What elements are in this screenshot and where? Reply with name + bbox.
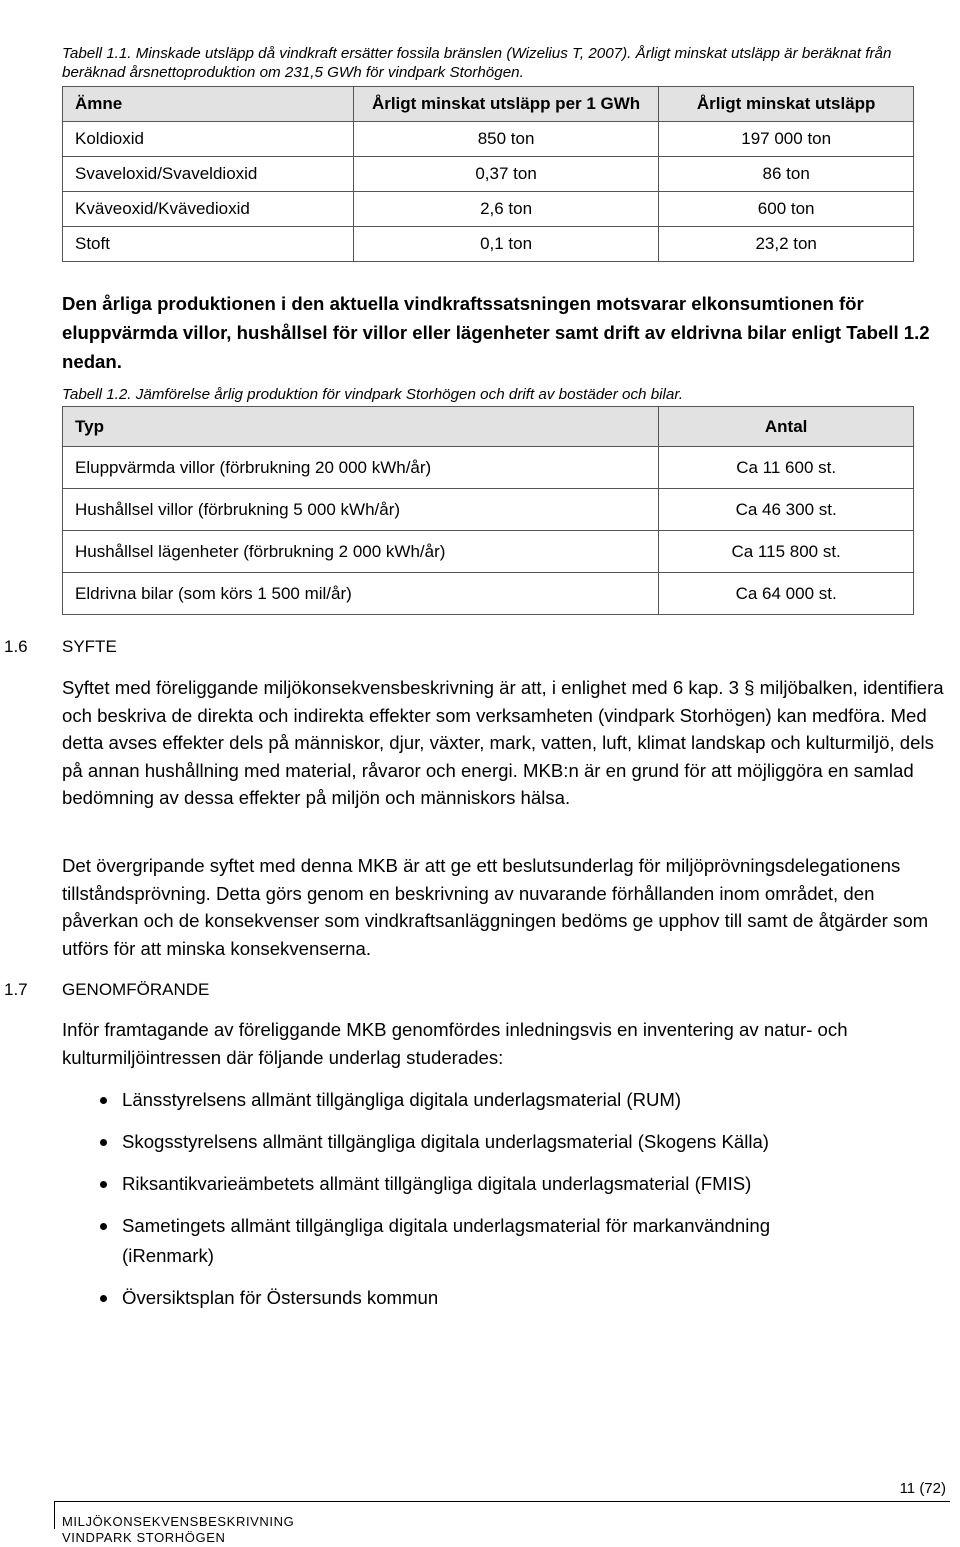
table-cell: 2,6 ton — [353, 192, 659, 227]
bullet-icon — [100, 1097, 107, 1104]
table-cell: 197 000 ton — [659, 122, 914, 157]
column-header: Årligt minskat utsläpp per 1 GWh — [353, 87, 659, 122]
intro-paragraph: Den årliga produktionen i den aktuella vindkraftssatsningen motsvarar elkonsumtionen för eluppvärmda villor, hushållsel för villor eller lägenheter samt drift av eldrivna bilar enligt Tabell 1.2 nedan. — [62, 293, 930, 372]
column-header: Årligt minskat utsläpp — [659, 87, 914, 122]
section-title: GENOMFÖRANDE — [62, 980, 210, 999]
table-cell: Ca 115 800 st. — [659, 531, 914, 573]
data-sources-list — [98, 1085, 898, 1325]
table-cell: Hushållsel lägenheter (förbrukning 2 000 kWh/år) — [63, 531, 659, 573]
table-row — [63, 447, 914, 489]
table-header-row — [63, 87, 914, 122]
column-header: Ämne — [63, 87, 354, 122]
table-cell: Eldrivna bilar (som körs 1 500 mil/år) — [63, 573, 659, 615]
table-cell: Ca 46 300 st. — [659, 489, 914, 531]
table-cell: 850 ton — [353, 122, 659, 157]
table-cell: 23,2 ton — [659, 227, 914, 262]
list-item — [98, 1169, 898, 1199]
list-item-text: Riksantikvarieämbetets allmänt tillgängliga digitala underlagsmaterial (FMIS) — [122, 1173, 752, 1194]
section-number: 1.7 — [4, 980, 28, 999]
table-row — [63, 192, 914, 227]
section-title: SYFTE — [62, 637, 117, 656]
table-cell: Svaveloxid/Svaveldioxid — [63, 157, 354, 192]
footer-project-name: VINDPARK STORHÖGEN — [62, 1530, 226, 1545]
table-cell: 0,37 ton — [353, 157, 659, 192]
table-cell: 600 ton — [659, 192, 914, 227]
emissions-table — [62, 86, 914, 262]
comparison-table — [62, 406, 914, 615]
table-row — [63, 122, 914, 157]
list-item — [98, 1085, 898, 1115]
table-cell: Stoft — [63, 227, 354, 262]
table2-caption: Tabell 1.2. Jämförelse årlig produktion för vindpark Storhögen och drift av bostäder och bilar. — [62, 386, 684, 403]
column-header: Antal — [659, 407, 914, 447]
purpose-paragraph: Det övergripande syftet med denna MKB är att ge ett beslutsunderlag för miljöprövningsdelegationens tillståndsprövning. Detta görs genom en beskrivning av nuvarande förhållanden inom området, den påverkan och de konsekvenser som vindkraftsanläggningen bedöms ge upphov till samt de åtgärder som utförs för att minska konsekvenserna. — [62, 855, 929, 959]
section-number: 1.6 — [4, 637, 28, 656]
table1-caption: Tabell 1.1. Minskade utsläpp då vindkraft ersätter fossila bränslen (Wizelius T, 2007). Årligt minskat utsläpp är beräknat från beräknad årsnettoproduktion om 231,5 GWh för vindpark Storhögen. — [62, 45, 892, 81]
bullet-icon — [100, 1295, 107, 1302]
table-row — [63, 531, 914, 573]
list-item — [98, 1283, 898, 1313]
footer-document-title: MILJÖKONSEKVENSBESKRIVNING — [62, 1514, 295, 1529]
page-number: 11 (72) — [899, 1480, 946, 1497]
list-item — [98, 1127, 898, 1157]
bullet-icon — [100, 1139, 107, 1146]
column-header: Typ — [63, 407, 659, 447]
footer-divider — [54, 1501, 950, 1502]
implementation-paragraph: Inför framtagande av föreliggande MKB genomfördes inledningsvis en inventering av natur- och kulturmiljöintressen där följande underlag studerades: — [62, 1019, 848, 1068]
table-cell: Koldioxid — [63, 122, 354, 157]
table-row — [63, 227, 914, 262]
list-item-text: Länsstyrelsens allmänt tillgängliga digitala underlagsmaterial (RUM) — [122, 1089, 682, 1110]
footer-divider-tick — [54, 1501, 55, 1529]
table-cell: Ca 11 600 st. — [659, 447, 914, 489]
table-row — [63, 573, 914, 615]
table-cell: 0,1 ton — [353, 227, 659, 262]
purpose-paragraph: Syftet med föreliggande miljökonsekvensbeskrivning är att, i enlighet med 6 kap. 3 § miljöbalken, identifiera och beskriva de direkta och indirekta effekter som verksamheten (vindpark Storhögen) kan medföra. Med detta avses effekter dels på människor, djur, växter, mark, vatten, luft, klimat landskap och kulturmiljö, dels på annan hushållning med material, råvaror och energi. MKB:n är en grund för att möjliggöra en samlad bedömning av dessa effekter på miljön och människors hälsa. — [62, 677, 944, 808]
table-cell: Ca 64 000 st. — [659, 573, 914, 615]
list-item-text: Översiktsplan för Östersunds kommun — [122, 1286, 439, 1308]
list-item — [98, 1211, 862, 1270]
bullet-icon — [100, 1223, 107, 1230]
table-row — [63, 157, 914, 192]
table-row — [63, 489, 914, 531]
table-cell: 86 ton — [659, 157, 914, 192]
bullet-icon — [100, 1181, 107, 1188]
table-header-row — [63, 407, 914, 447]
table-cell: Kväveoxid/Kvävedioxid — [63, 192, 354, 227]
list-item-text: Sametingets allmänt tillgängliga digitala underlagsmaterial för markanvändning (iRenmark) — [122, 1215, 771, 1266]
list-item-text: Skogsstyrelsens allmänt tillgängliga digitala underlagsmaterial (Skogens Källa) — [122, 1131, 769, 1152]
table-cell: Hushållsel villor (förbrukning 5 000 kWh/år) — [63, 489, 659, 531]
table-cell: Eluppvärmda villor (förbrukning 20 000 kWh/år) — [63, 447, 659, 489]
